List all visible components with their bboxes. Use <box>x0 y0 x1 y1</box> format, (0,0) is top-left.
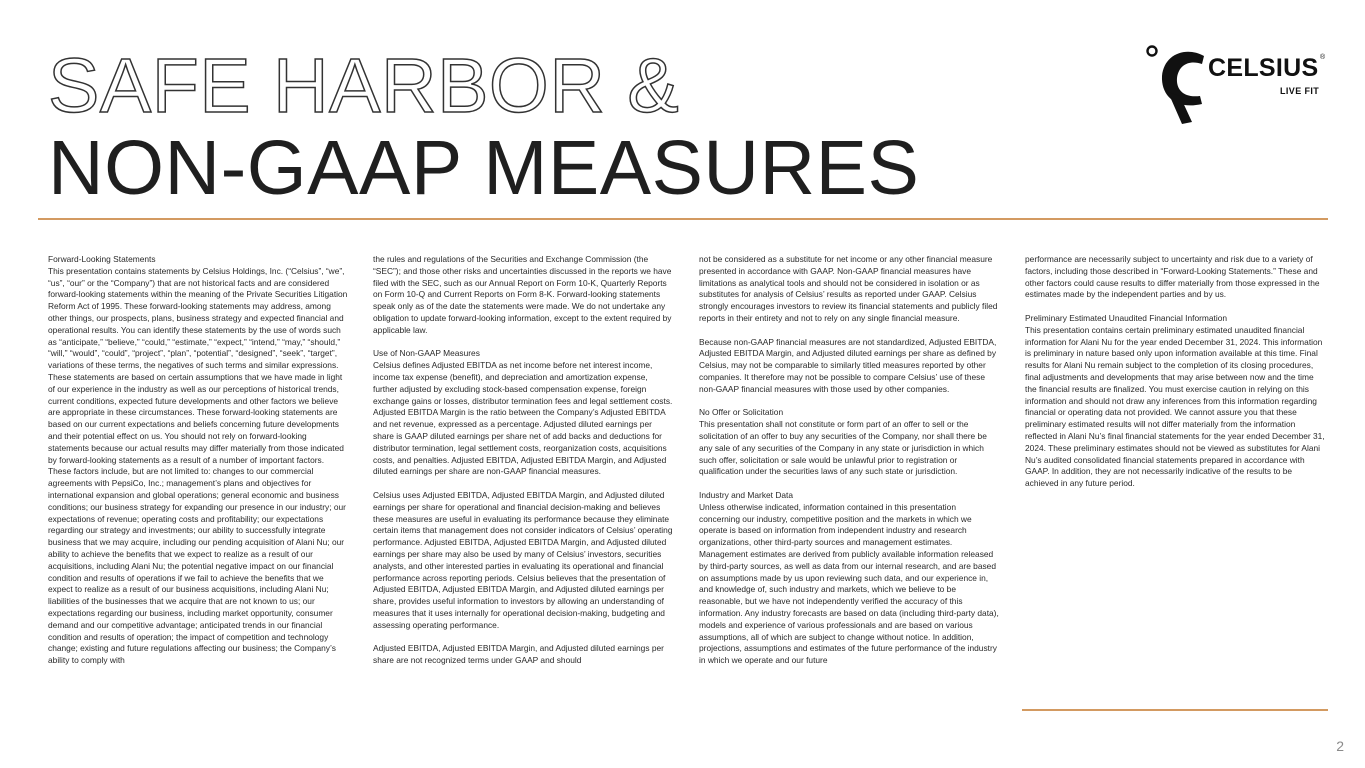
preliminary-section <box>1025 313 1325 490</box>
industry-heading: Industry and Market Data <box>699 489 794 500</box>
top-divider <box>38 218 1328 220</box>
industry-section <box>699 490 999 667</box>
non-gaap-paragraph-2: Celsius uses Adjusted EBITDA, Adjusted EBITDA Margin, and Adjusted diluted earnings per share for operational and financial decision-making and believes these measures are useful in evaluating its performance because they eliminate certain items that management does not consider indicators of Celsius’ operating performance. Adjusted EBITDA, Adjusted EBITDA Margin, and Adjusted diluted earnings per share may also be used by many of Celsius’ investors, securities analysts, and other interested parties in evaluating its operational and financial performance across reporting periods. Celsius believes that the presentation of Adjusted EBITDA, Adjusted EBITDA Margin, and Adjusted diluted earnings per share, provides useful information to investors by allowing an understanding of measures that it uses internally for operational decision-making, budgeting and assessing operating performance. <box>373 489 673 630</box>
text-column-2 <box>373 254 673 679</box>
no-offer-body: This presentation shall not constitute or form part of an offer to sell or the solicitation of an offer to buy any securities of the Company, nor shall there be any sale of any securities of the Company in any state or jurisdiction in which such offer, solicitation or sale would be unlawful prior to registration or qualification under the securities laws of any such state or jurisdiction. <box>699 419 987 477</box>
forward-looking-continued: the rules and regulations of the Securities and Exchange Commission (the “SEC”); and those other risks and uncertainties discussed in the reports we have filed with the SEC, such as our Annual Report on Form 10-K, Quarterly Reports on Form 10-Q and Current Reports on Form 8-K. Forward-looking statements speak only as of the date the statements were made. We do not undertake any obligation to update forward-looking information, except to the extent required by applicable law. <box>373 254 672 335</box>
no-offer-heading: No Offer or Solicitation <box>699 407 784 418</box>
text-column-3 <box>699 254 999 679</box>
bottom-divider <box>1022 709 1328 711</box>
page-number: 2 <box>1336 738 1344 754</box>
preliminary-heading: Preliminary Estimated Unaudited Financial Information <box>1025 312 1228 323</box>
registered-mark: ® <box>1320 54 1326 61</box>
page-title-line-2: NON-GAAP MEASURES <box>48 125 920 211</box>
non-gaap-body: Celsius defines Adjusted EBITDA as net income before net interest income, income tax expense (benefit), and depreciation and amortization expense, further adjusted by excluding stock-based compensation expense, foreign exchange gains or losses, distributor termination fees and legal settlement costs. Adjusted EBITDA Margin is the ratio between the Company’s Adjusted EBITDA and net revenue, expressed as a percentage. Adjusted diluted earnings per share is GAAP diluted earnings per share net of add backs and deductions for distributor termination, legal settlement costs, reorganization costs, acquisitions costs, and penalties. Adjusted EBITDA, Adjusted EBITDA Margin, and Adjusted diluted earnings per share are non-GAAP financial measures. <box>373 360 673 477</box>
forward-looking-section <box>48 254 348 667</box>
no-offer-section <box>699 407 999 478</box>
non-gaap-paragraph-3: Adjusted EBITDA, Adjusted EBITDA Margin, and Adjusted diluted earnings per share are not recognized terms under GAAP and should <box>373 643 664 666</box>
celsius-logo <box>1142 40 1332 130</box>
non-gaap-section <box>373 348 673 478</box>
page-title-line-1: SAFE HARBOR & <box>48 43 680 129</box>
text-column-4 <box>1025 254 1325 502</box>
preliminary-body: This presentation contains certain preliminary estimated unaudited financial information for Alani Nu for the year ended December 31, 2024. This information is preliminary in nature based only upon information available at this time. Final results for Alani Nu remain subject to the completion of its closing procedures, final adjustments and developments that may arise between now and the time the financial results are finalized. You must exercise caution in relying on this information and should not draw any inferences from this information regarding financial or operating data not provided. We cannot assure you that these preliminary estimated results will not differ materially from the information reflected in Alani Nu’s final financial statements for the year ended December 31, 2024. These preliminary estimates should not be viewed as substitutes for Alani Nu’s audited consolidated financial statements prepared in accordance with GAAP. In addition, they are not necessarily indicative of the results to be achieved in any future period. <box>1025 324 1325 489</box>
text-column-1 <box>48 254 348 679</box>
forward-looking-body: This presentation contains statements by Celsius Holdings, Inc. (“Celsius”, “we”, “us”, “our” or the “Company”) that are not historical facts and are considered forward-looking statements within the meaning of the Private Securities Litigation Reform Act of 1995. These forward-looking statements may address, among other things, our prospects, plans, business strategy and expected financial and operational results. You can identify these statements by the use of words such as “anticipate,” “believe,” “could,” “estimate,” “expect,” “intend,” “may,” “should,” “will,” “would”, “could”, “project”, “plan”, “potential”, “designed”, “seek”, “target”, variations of these terms, the negatives of such terms and similar expressions. These statements are based on certain assumptions that we have made in light of our experience in the industry as well as our perceptions of historical trends, current conditions, expected future developments and other factors we believe are appropriate in these circumstances. These forward-looking statements are based on our current expectations and beliefs concerning future developments and their potential effect on us. You should not rely on forward-looking statements because our actual results may differ materially from those indicated by forward-looking statements as a result of a number of important factors. These factors include, but are not limited to: changes to our commercial agreements with PepsiCo, Inc.; management’s plans and objectives for international expansion and global operations; general economic and business conditions; our business strategy for expanding our presence in our industry; our expectations of revenue; operating costs and profitability; our expectations regarding our strategy and investments; our ability to successfully integrate business that we may acquire, including our pending acquisition of Alani Nu; our ability to achieve the benefits that we expect to realize as a result of our acquisitions, including Alani Nu; the potential negative impact on our financial condition and results of operations if we fail to achieve the benefits that we expect to realize as a result of our business acquisitions, including Alani Nu; liabilities of the businesses that we acquire that are not known to us; our expectations regarding our business, including market opportunity, consumer demand and our competitive advantage; anticipated trends in our financial condition and results of operation; the impact of competition and technology change; existing and future regulations affecting our business; the Company’s ability to comply with <box>48 265 348 666</box>
industry-continued: performance are necessarily subject to uncertainty and risk due to a variety of factors, including those described in “Forward-Looking Statements.” These and other factors could cause results to differ materially from those expressed in the estimates made by the independent parties and by us. <box>1025 254 1320 300</box>
non-gaap-continued: not be considered as a substitute for net income or any other financial measure presented in accordance with GAAP. Non-GAAP financial measures have limitations as analytical tools and should not be considered in isolation or as substitutes for analysis of Celsius’ results as reported under GAAP. Celsius strongly encourages investors to review its financial statements and publicly filed reports in their entirety and not to rely on any single financial measure. <box>699 254 998 323</box>
comparability-paragraph: Because non-GAAP financial measures are not standardized, Adjusted EBITDA, Adjusted EBITDA Margin, and Adjusted diluted earnings per share as defined by Celsius, may not be comparable to similarly titled measures reported by other companies. It therefore may not be possible to compare Celsius’ use of these non-GAAP financial measures with those used by other companies. <box>699 336 997 394</box>
industry-body: Unless otherwise indicated, information contained in this presentation concerning our industry, competitive position and the markets in which we operate is based on information from independent industry and research organizations, other third-party sources and management estimates. Management estimates are derived from publicly available information released by third-party sources, as well as data from our internal research, and are based on assumptions made by us upon reviewing such data, and our experience in, and knowledge of, such industry and markets, which we believe to be reasonable, but we have not independently verified the accuracy of this information. Any industry forecasts are based on data (including third-party data), models and experience of various professionals and are based on various assumptions, all of which are subject to change without notice. In addition, projections, assumptions and estimates of the future performance of the industry in which we operate and our future <box>699 501 999 666</box>
logo-wordmark: CELSIUS <box>1208 54 1319 82</box>
non-gaap-heading: Use of Non-GAAP Measures <box>373 348 480 359</box>
celsius-c-logo-icon <box>1142 40 1212 130</box>
forward-looking-heading: Forward-Looking Statements <box>48 254 156 264</box>
logo-tagline: LIVE FIT <box>1280 86 1320 96</box>
